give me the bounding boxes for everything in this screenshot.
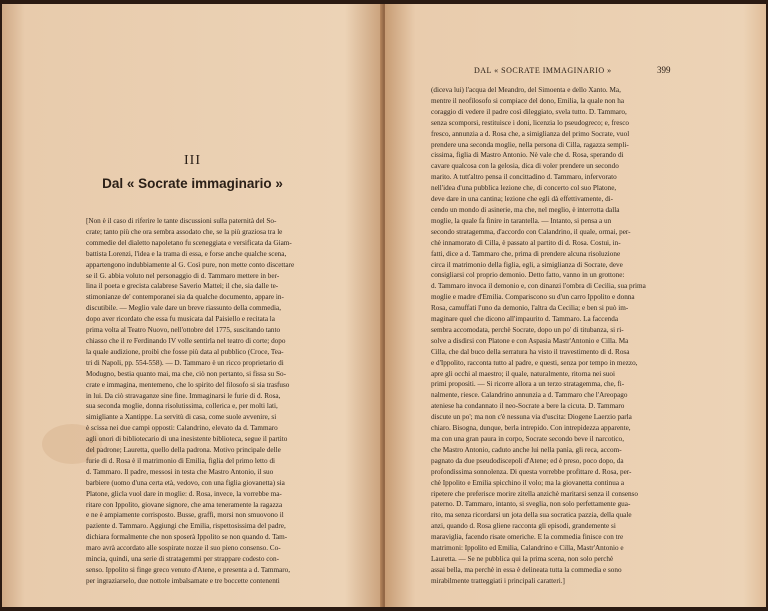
text-line: dopo aver ricordato che essa fu musicata dal Paisiello e recitata la <box>86 315 275 324</box>
text-line: maraviglia, facendo risate omeriche. E la commedia finisce con tre <box>431 533 624 542</box>
text-line: profondissima sonnolenza. Di questa vorrebbe profittare d. Rosa, per- <box>431 467 632 476</box>
text-line: discutibile. — Meglio vale dare un breve riassunto della commedia, <box>86 304 282 313</box>
text-line: commedie del dialetto napoletano fu sceneggiata e versificata da Giam- <box>86 238 292 247</box>
text-line: lina il poeta e grecista calabrese Saverio Mattei; il che, sia dalle te- <box>86 282 279 291</box>
text-line: Lauretta. — Se ne pubblica qui la prima scena, non solo perchè <box>431 554 614 563</box>
text-line: senso. Ippolito si finge greco venuto d'Atene, e presenta a d. Tammaro, <box>86 566 291 574</box>
text-line: e d'Ippolito, racconta tutto al padre, e questi, senza por tempo in mezzo, <box>431 358 638 367</box>
text-line: senza scomporsi, restituisce i doni, licenzia lo pseudogreco; e, fresco <box>431 118 629 127</box>
text-line: che Mastro Antonio, caduto anche lui nella panìa, gli reca, accom- <box>431 445 622 454</box>
text-line: d. Tammaro invoca il demonio e, con dinanzi l'ombra di Cecilia, sua prima <box>431 282 646 291</box>
text-line: fatti, dice a d. Tammaro che, prima di prendere alcuna risoluzione <box>431 249 621 258</box>
text-line: ateniese ha condannato il neo-Socrate a bere la cicuta. D. Tammaro <box>431 402 625 411</box>
text-line: sua seconda moglie, donna risolutissima, collerica e, per molti lati, <box>86 402 278 411</box>
text-line: ripetere che preferisce morire zitella anzichè maritarsi senza il consenso <box>431 489 638 498</box>
chapter-number: III <box>184 153 201 168</box>
text-line: Cilla, che dal buco della serratura ha visto il travestimento di d. Rosa <box>431 347 630 356</box>
text-line: prendere una seconda moglie, nella persona di Cilla, ragazza sempli- <box>431 140 629 149</box>
text-line: prima volta al Teatro Nuovo, nell'ottobre del 1775, suscitando tanto <box>86 326 281 335</box>
text-line: mincia, quindi, una serie di stratagemmi per strappare codesto con- <box>86 555 279 564</box>
text-line: simigliante a Xantippe. La servitù di casa, come suole avvenire, si <box>86 413 277 422</box>
text-line: mirabilmente tratteggiati i principali caratteri.] <box>431 576 565 585</box>
text-line: moglie e madre d'Emilia. Compariscono su d'un carro Ippolito e donna <box>431 293 635 302</box>
left-page <box>2 4 383 607</box>
text-line: maginare quel che dicono all'impaurito d. Tammaro. La faccenda <box>431 315 619 324</box>
text-line: Platone, glicla vuol dare in moglie: d. Rosa, invece, la vorrebbe ma- <box>86 489 282 498</box>
text-line: e ne è ampiamente corrisposto. Busse, graffi, morsi non smuovono il <box>86 511 284 520</box>
text-line: assai bella, ma perchè in essa è delineata tutta la commedia e sono <box>431 565 622 574</box>
text-line: dichiara formalmente che non sposerà Ippolito se non quando d. Tam- <box>86 533 288 542</box>
text-line: chiaro. Bisogna, dunque, berla intrepido. Con intrepidezza apparente, <box>431 424 631 433</box>
text-line: Rosa, camuffati l'uno da demonio, l'altra da Cecilia; e ben si può im- <box>431 304 629 313</box>
text-line: consigliarsi col proprio demonio. Detto fatto, vanno in un grottone: <box>431 271 625 280</box>
text-line: secondo stratagemma, d'accordo con Calandrino, il quale, ormai, per- <box>431 227 631 236</box>
text-line: solve a disdirsi con Platone e con Aspasia Mastr'Antonio e Cilla. Ma <box>431 336 629 345</box>
text-line: coraggio di vedere il padre così dileggiato, svela tutto. D. Tammaro, <box>431 107 627 116</box>
text-line: deve dare in una cantina; lezione che egli dà effettivamente, di- <box>431 195 614 204</box>
text-line: è scissa nei due campi opposti: Calandrino, elevato da d. Tammaro <box>86 424 278 433</box>
text-line: furie di d. Rosa è il matrimonio di Emilia, figlia del primo letto di <box>86 456 276 465</box>
text-line: la quale audizione, proibì che fosse più data al pubblico (Croce, Tea- <box>86 347 284 356</box>
text-line: nell'idea d'una pubblica lezione che, di concerto col suo Platone, <box>431 184 617 193</box>
text-line: cendo un mondo di asinerie, ma che, nel meglio, è interrotta dalla <box>431 205 620 214</box>
text-line: maro avrà accordato alle sospirate nozze il suo pieno consenso. Co- <box>86 544 281 553</box>
text-line: matrimoni: Ippolito ed Emilia, Calandrino e Cilla, Mastr'Antonio e <box>431 544 624 553</box>
book-spread <box>2 4 766 607</box>
text-line: circa il matrimonio della figlia, egli, a simiglianza di Socrate, deve <box>431 260 623 269</box>
text-line: paterno. D. Tammaro, intanto, si sveglia, non solo perfettamente gua- <box>431 500 631 509</box>
text-line: [Non è il caso di riferire le tante discussioni sulla paternità del So- <box>86 217 277 225</box>
text-line: pagnato da due pseudodiscepoli d'Atene; ed è preso, poco dopo, da <box>431 456 624 465</box>
text-line: mentre il neofilosofo si compiace del dono, Emilia, la quale non ha <box>431 96 625 105</box>
text-line: appartengono indubbiamente al G. Così pure, non mette conto discettare <box>86 260 295 269</box>
text-line: cavare qualcosa con la gelosia, dica di voler prendere un secondo <box>431 162 619 171</box>
right-page-text <box>431 85 719 587</box>
text-line: stimonianze de' contemporanei sia da qualche documento, appare in- <box>86 293 284 302</box>
text-line: chè Ippolito e Emilia spicchino il volo; ma la giovanetta continua a <box>431 478 625 487</box>
text-line: rito, ma senza ricordarsi un jota della sua socratica pazzia, della quale <box>431 511 632 520</box>
right-page <box>385 4 766 607</box>
text-line: in lui. Da ciò stravaganze sine fine. Immaginarsi le furie di d. Rosa, <box>86 391 281 400</box>
text-line: per ingraziarselo, due nottole imbalsamate e tre boccette contenenti <box>86 576 280 585</box>
text-line: tri di Napoli, pp. 554-558). — D. Tammaro è un ricco proprietario di <box>86 358 284 367</box>
text-line: agli onori di bibliotecario di una inesistente biblioteca, segue il partito <box>86 435 288 444</box>
text-line: del padrone; Lauretta, quello della padrona. Motivo principale delle <box>86 446 281 455</box>
running-head: DAL « SOCRATE IMMAGINARIO » <box>474 66 612 75</box>
text-line: primi propositi. — Si ricorre allora a un terzo stratagemma, che, fi- <box>431 380 625 389</box>
text-line: cissima, figlia di Mastro Antonio. Nè vale che d. Rosa, sperando di <box>431 151 624 160</box>
text-line: paziente d. Tammaro. Aggiungi che Emilia, rispettosissima del padre, <box>86 522 286 531</box>
text-line: moglie, la quale fa finire in tarantella. — Intanto, si pensa a un <box>431 216 612 225</box>
text-line: se il G. abbia voluto nel personaggio di d. Tammaro mettere in ber- <box>86 271 280 280</box>
text-line: discute un po'; ma non c'è nessuna via d'uscita: Diogene Laerzio parla <box>431 413 632 422</box>
text-line: apre gli occhi al maestro; il quale, naturalmente, ritorna nei suoi <box>431 369 616 378</box>
text-line: (diceva lui) l'acqua del Meandro, del Simoenta e dello Xanto. Ma, <box>431 86 621 94</box>
text-line: anzi, quando d. Rosa gliene racconta gli episodi, grandemente si <box>431 522 616 531</box>
text-line: marito. A tutt'altro pensa il concittadino d. Tammaro, infervorato <box>431 173 617 182</box>
text-line: fresco, annunzia a d. Rosa che, a simiglianza del primo Socrate, vuol <box>431 129 630 138</box>
text-line: ma con una gran paura in corpo, Socrate secondo beve il narcotico, <box>431 435 624 443</box>
text-line: nalmente, riesce. Calandrino annunzia a d. Tammaro che l'Areopago <box>431 391 628 400</box>
text-line: ritare con Ippolito, giovane signore, che ama teneramente la ragazza <box>86 500 283 509</box>
text-line: chiasso che il re Ferdinando IV volle sentirla nel teatro di corte; dopo <box>86 336 286 345</box>
text-line: battista Lorenzi, l'idea e la trama di essa, e forse anche qualche scena, <box>86 249 287 258</box>
text-line: sembra accomodata, perchè Socrate, dopo un po' di titubanza, si ri- <box>431 325 624 334</box>
left-page-text <box>86 216 348 587</box>
text-line: barbiere (uomo d'una certa età, vedovo, con una figlia giovanetta) sia <box>86 478 285 487</box>
chapter-title: Dal « Socrate immaginario » <box>102 176 283 191</box>
text-line: d. Tammaro. Il padre, messosi in testa che Mastro Antonio, il suo <box>86 467 274 476</box>
text-line: chè innamorato di Cilla, è passato al partito di d. Rosa. Costui, in- <box>431 238 621 247</box>
text-line: Modugno, bestia quanto mai, ma che, ciò non pertanto, si fissa su So- <box>86 369 287 378</box>
page-number: 399 <box>657 65 671 75</box>
text-line: crate; tanto più che ora sembra assodato che, se la più graziosa tra le <box>86 227 283 236</box>
text-line: crate e immagina, mentemeno, che lo spirito del filosofo si sia trasfuso <box>86 380 290 389</box>
